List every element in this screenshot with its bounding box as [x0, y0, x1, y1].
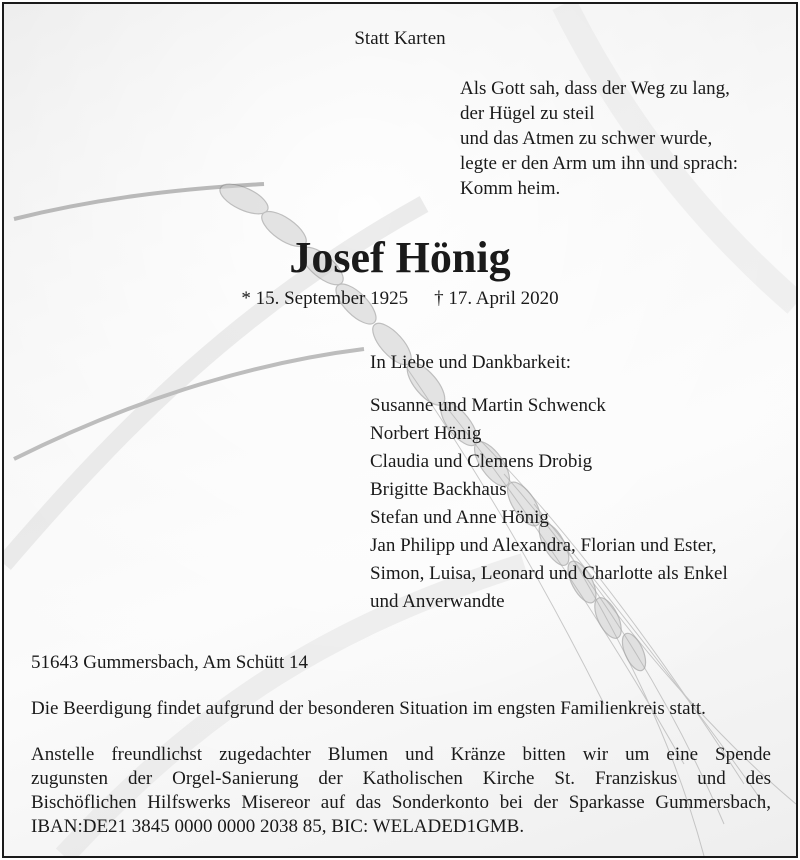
family-member: Simon, Luisa, Leonard und Charlotte als Enkel	[370, 563, 728, 584]
poem-line: Komm heim.	[460, 178, 561, 199]
poem-line: Als Gott sah, dass der Weg zu lang,	[460, 78, 730, 99]
donation-line: Bischöflichen Hilfswerks Misereor auf das Sonderkonto bei der Sparkasse Gummersbach,	[31, 792, 771, 813]
family-member: Stefan und Anne Hönig	[370, 507, 549, 528]
death-date: † 17. April 2020	[434, 288, 559, 309]
family-member: Claudia und Clemens Drobig	[370, 451, 593, 472]
donation-note	[31, 743, 771, 839]
poem	[460, 76, 738, 201]
family-member: Susanne und Martin Schwenck	[370, 395, 606, 416]
donation-line: IBAN:DE21 3845 0000 0000 2038 85, BIC: WELADED1GMB.	[31, 816, 525, 837]
family-list	[370, 392, 728, 616]
header-statt-karten: Statt Karten	[354, 28, 446, 49]
poem-line: und das Atmen zu schwer wurde,	[460, 128, 713, 149]
poem-line: der Hügel zu steil	[460, 103, 595, 124]
donation-line: zugunsten der Orgel-Sanierung der Katholischen Kirche St. Franziskus und des	[31, 768, 771, 789]
family-member: und Anverwandte	[370, 591, 505, 612]
obituary-notice	[2, 2, 798, 858]
deceased-name: Josef Hönig	[289, 233, 511, 282]
thanks-line: In Liebe und Dankbarkeit:	[370, 352, 572, 373]
family-member: Jan Philipp und Alexandra, Florian und Ester,	[370, 535, 717, 556]
donation-line: Anstelle freundlichst zugedachter Blumen und Kränze bitten wir um eine Spende	[31, 744, 771, 765]
birth-date: * 15. September 1925	[241, 288, 409, 309]
poem-line: legte er den Arm um ihn und sprach:	[460, 153, 739, 174]
funeral-note: Die Beerdigung findet aufgrund der besonderen Situation im engsten Familienkreis statt.	[31, 698, 706, 719]
life-dates	[4, 286, 796, 311]
address: 51643 Gummersbach, Am Schütt 14	[31, 652, 309, 673]
family-member: Brigitte Backhaus	[370, 479, 507, 500]
family-member: Norbert Hönig	[370, 423, 482, 444]
